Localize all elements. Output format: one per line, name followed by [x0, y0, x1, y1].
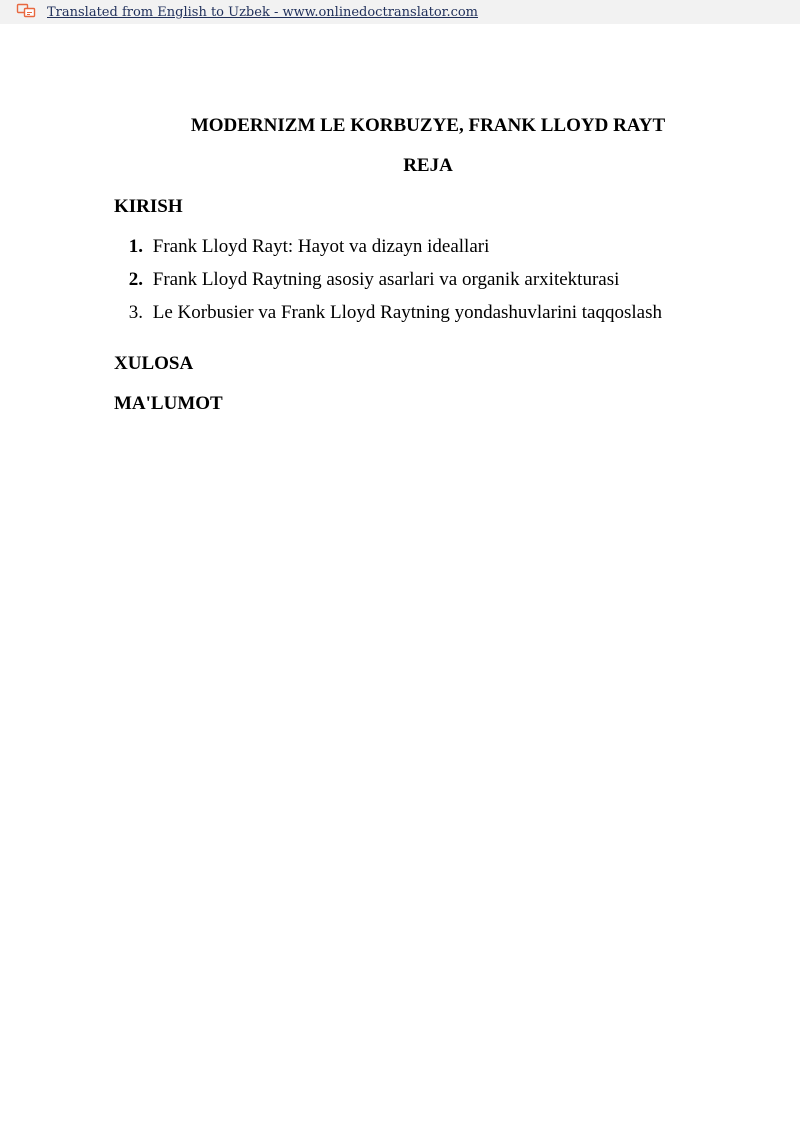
list-item-text: Frank Lloyd Rayt: Hayot va dizayn ideallari	[152, 236, 490, 257]
list-item-text: Frank Lloyd Raytning asosiy asarlari va organik arxitekturasi	[152, 269, 620, 290]
list-item-number: 2.	[128, 269, 143, 290]
translation-banner	[0, 0, 800, 24]
translator-link[interactable]: Translated from English to Uzbek - www.onlinedoctranslator.com	[47, 5, 479, 20]
conclusion-heading: XULOSA	[114, 353, 194, 374]
list-item-number: 3.	[128, 302, 143, 323]
intro-heading: KIRISH	[114, 196, 183, 217]
translate-icon	[16, 3, 38, 19]
document-title: MODERNIZM LE KORBUZYE, FRANK LLOYD RAYT	[190, 115, 666, 136]
list-item	[114, 236, 489, 258]
list-item	[114, 269, 619, 291]
list-item-number: 1.	[128, 236, 143, 257]
references-heading: MA'LUMOT	[114, 393, 223, 414]
plan-heading: REJA	[403, 155, 453, 176]
list-item	[114, 302, 662, 324]
list-item-text: Le Korbusier va Frank Lloyd Raytning yondashuvlarini taqqoslash	[152, 302, 662, 323]
